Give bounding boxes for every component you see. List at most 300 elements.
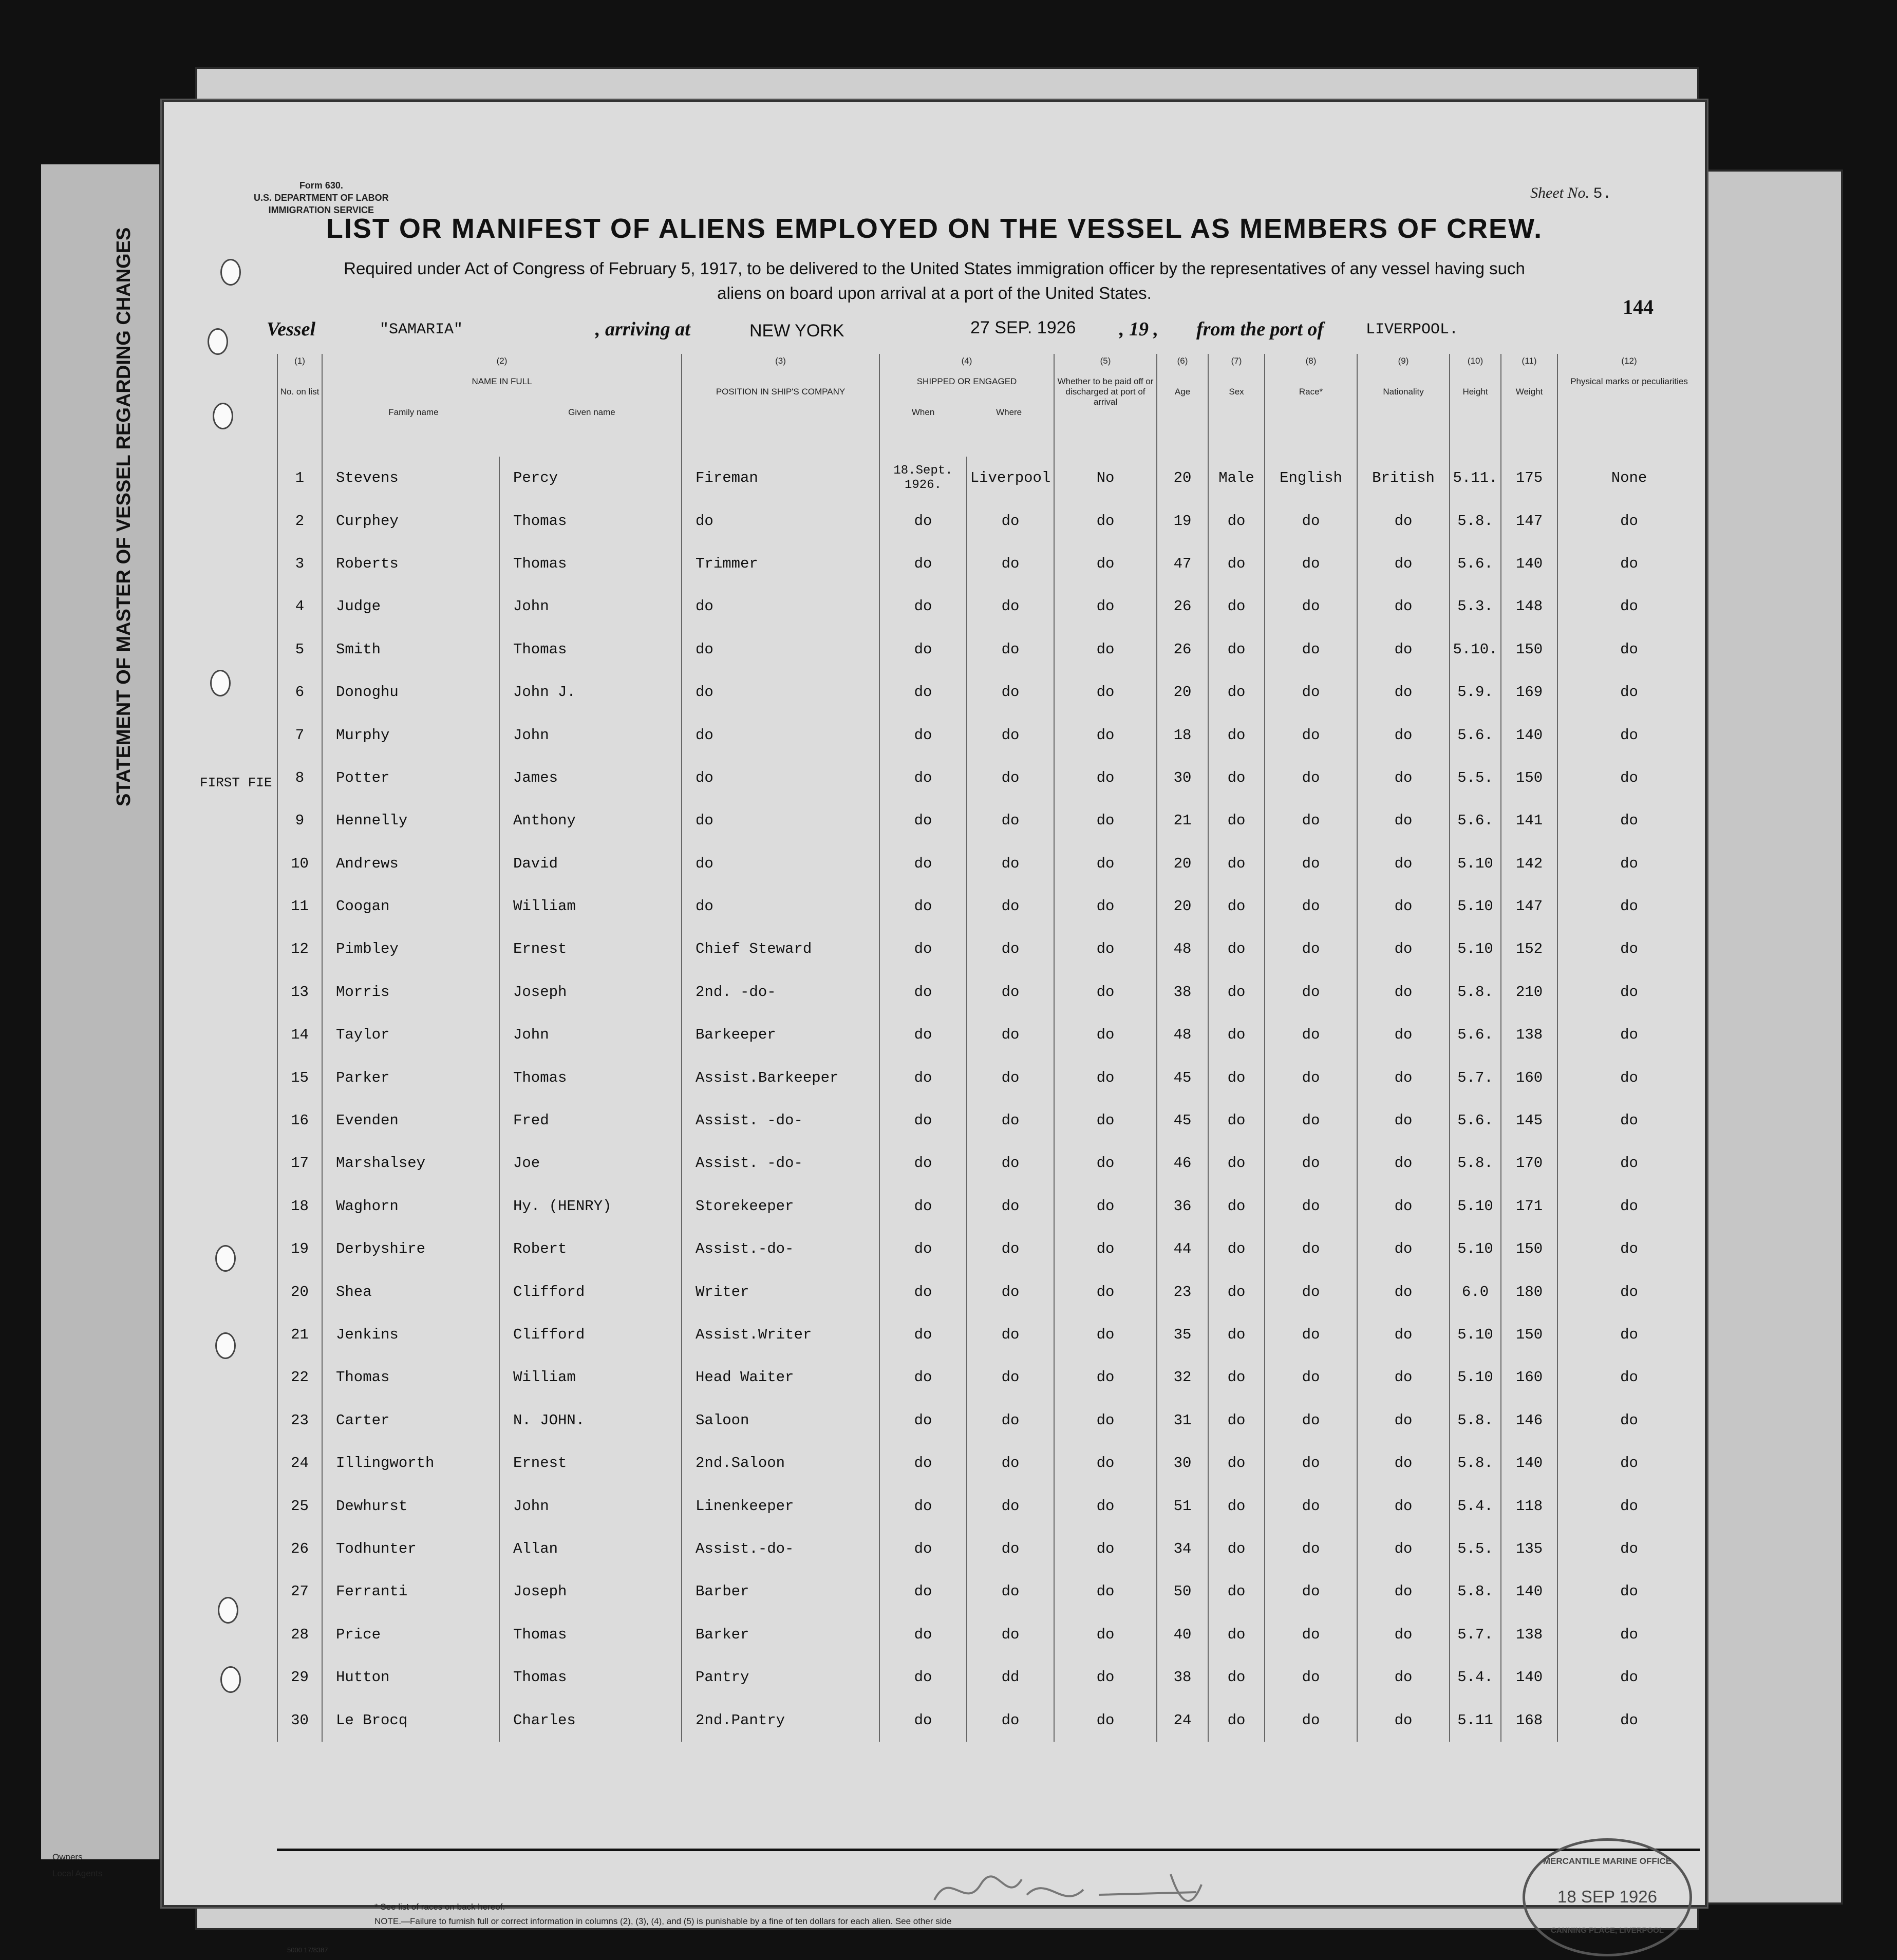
cell-paid: do xyxy=(1054,1442,1157,1484)
cell-given: Joe xyxy=(499,1142,682,1184)
cell-marks: do xyxy=(1557,1528,1700,1570)
cell-sex: do xyxy=(1208,1356,1265,1399)
cell-no: 9 xyxy=(277,799,322,842)
cell-nationality: do xyxy=(1357,1570,1450,1613)
cell-position: 2nd. -do- xyxy=(682,971,879,1013)
crew-row xyxy=(277,1528,1700,1570)
cell-no: 24 xyxy=(277,1442,322,1484)
cell-weight: 140 xyxy=(1501,1570,1557,1613)
cell-weight: 145 xyxy=(1501,1099,1557,1142)
service-name: IMMIGRATION SERVICE xyxy=(268,205,374,215)
cell-given: Fred xyxy=(499,1099,682,1142)
cell-sex: do xyxy=(1208,1699,1265,1741)
punch-hole xyxy=(215,1332,236,1359)
sheet-label: Sheet No. xyxy=(1530,184,1589,201)
cell-race: do xyxy=(1265,1056,1357,1099)
cell-marks: do xyxy=(1557,1699,1700,1741)
cell-given: Thomas xyxy=(499,1613,682,1656)
cell-height: 5.5. xyxy=(1450,757,1501,799)
cell-sex: do xyxy=(1208,1013,1265,1056)
cell-nationality: British xyxy=(1357,457,1450,499)
cell-age: 26 xyxy=(1157,585,1208,628)
cell-family: Andrews xyxy=(322,842,499,885)
cell-age: 44 xyxy=(1157,1228,1208,1270)
cell-when: do xyxy=(879,1570,967,1613)
cell-where: do xyxy=(967,628,1054,671)
cell-no: 2 xyxy=(277,499,322,542)
cell-race: do xyxy=(1265,757,1357,799)
cell-race: do xyxy=(1265,842,1357,885)
cell-paid: do xyxy=(1054,1313,1157,1356)
cell-given: Thomas xyxy=(499,1656,682,1699)
cell-where: do xyxy=(967,1528,1054,1570)
cell-marks: do xyxy=(1557,842,1700,885)
cell-where: do xyxy=(967,585,1054,628)
cell-marks: do xyxy=(1557,1228,1700,1270)
cell-nationality: do xyxy=(1357,628,1450,671)
cell-family: Stevens xyxy=(322,457,499,499)
cell-nationality: do xyxy=(1357,1185,1450,1228)
margin-note: FIRST FIE xyxy=(200,775,272,790)
cell-marks: do xyxy=(1557,1399,1700,1442)
cell-given: John J. xyxy=(499,671,682,713)
vessel-label: Vessel xyxy=(267,318,315,340)
crew-row xyxy=(277,1613,1700,1656)
cell-sex: do xyxy=(1208,628,1265,671)
cell-weight: 150 xyxy=(1501,1228,1557,1270)
cell-nationality: do xyxy=(1357,1528,1450,1570)
cell-given: Hy. (HENRY) xyxy=(499,1185,682,1228)
cell-marks: do xyxy=(1557,1442,1700,1484)
col-position-header: (3) POSITION IN SHIP'S COMPANY xyxy=(682,354,879,457)
cell-where: do xyxy=(967,1613,1054,1656)
cell-weight: 147 xyxy=(1501,885,1557,928)
cell-height: 5.6. xyxy=(1450,1099,1501,1142)
cell-nationality: do xyxy=(1357,1056,1450,1099)
cell-family: Shea xyxy=(322,1270,499,1313)
cell-marks: do xyxy=(1557,628,1700,671)
cell-age: 21 xyxy=(1157,799,1208,842)
cell-paid: do xyxy=(1054,1399,1157,1442)
cell-height: 5.10 xyxy=(1450,1356,1501,1399)
cell-race: do xyxy=(1265,628,1357,671)
cell-nationality: do xyxy=(1357,1142,1450,1184)
cell-position: Pantry xyxy=(682,1656,879,1699)
cell-marks: do xyxy=(1557,542,1700,585)
cell-weight: 160 xyxy=(1501,1356,1557,1399)
punch-hole xyxy=(218,1597,238,1624)
cell-race: do xyxy=(1265,1656,1357,1699)
cell-race: do xyxy=(1265,1613,1357,1656)
cell-paid: do xyxy=(1054,1056,1157,1099)
page-title: LIST OR MANIFEST OF ALIENS EMPLOYED ON THE VESSEL AS MEMBERS OF CREW. xyxy=(326,213,1543,244)
vessel-name: "SAMARIA" xyxy=(380,321,463,338)
cell-position: Chief Steward xyxy=(682,928,879,970)
cell-family: Marshalsey xyxy=(322,1142,499,1184)
cell-no: 17 xyxy=(277,1142,322,1184)
cell-where: do xyxy=(967,1699,1054,1741)
cell-sex: do xyxy=(1208,1099,1265,1142)
cell-height: 5.10 xyxy=(1450,885,1501,928)
cell-where: do xyxy=(967,1270,1054,1313)
crew-row xyxy=(277,1013,1700,1056)
cell-where: do xyxy=(967,1228,1054,1270)
cell-family: Evenden xyxy=(322,1099,499,1142)
cell-height: 5.10 xyxy=(1450,842,1501,885)
cell-height: 6.0 xyxy=(1450,1270,1501,1313)
cell-where: do xyxy=(967,1056,1054,1099)
cell-race: do xyxy=(1265,1399,1357,1442)
crew-row xyxy=(277,971,1700,1013)
cell-given: Percy xyxy=(499,457,682,499)
crew-row xyxy=(277,457,1700,499)
cell-paid: do xyxy=(1054,499,1157,542)
cell-where: do xyxy=(967,1442,1054,1484)
cell-when: do xyxy=(879,542,967,585)
cell-race: English xyxy=(1265,457,1357,499)
cell-when: do xyxy=(879,1699,967,1741)
cell-position: do xyxy=(682,585,879,628)
cell-height: 5.7. xyxy=(1450,1613,1501,1656)
cell-no: 8 xyxy=(277,757,322,799)
cell-nationality: do xyxy=(1357,842,1450,885)
cell-marks: do xyxy=(1557,671,1700,713)
cell-marks: do xyxy=(1557,1185,1700,1228)
cell-nationality: do xyxy=(1357,1313,1450,1356)
cell-sex: do xyxy=(1208,713,1265,756)
cell-no: 20 xyxy=(277,1270,322,1313)
cell-paid: do xyxy=(1054,1528,1157,1570)
cell-race: do xyxy=(1265,713,1357,756)
cell-given: Charles xyxy=(499,1699,682,1741)
print-number: 5000 17/8387 xyxy=(287,1946,328,1954)
cell-nationality: do xyxy=(1357,799,1450,842)
cell-family: Thomas xyxy=(322,1356,499,1399)
cell-race: do xyxy=(1265,971,1357,1013)
cell-where: do xyxy=(967,1099,1054,1142)
cell-family: Todhunter xyxy=(322,1528,499,1570)
cell-marks: do xyxy=(1557,1270,1700,1313)
cell-race: do xyxy=(1265,542,1357,585)
cell-age: 20 xyxy=(1157,457,1208,499)
cell-sex: do xyxy=(1208,971,1265,1013)
sheet-value: 5. xyxy=(1593,185,1612,203)
strip-vertical-title: STATEMENT OF MASTER OF VESSEL REGARDING CHANGES xyxy=(113,227,135,806)
crew-row xyxy=(277,1313,1700,1356)
crew-row xyxy=(277,671,1700,713)
cell-marks: do xyxy=(1557,885,1700,928)
cell-where: do xyxy=(967,757,1054,799)
cell-sex: do xyxy=(1208,842,1265,885)
cell-height: 5.6. xyxy=(1450,542,1501,585)
cell-family: Morris xyxy=(322,971,499,1013)
cell-nationality: do xyxy=(1357,585,1450,628)
cell-age: 51 xyxy=(1157,1484,1208,1527)
cell-given: William xyxy=(499,885,682,928)
cell-paid: do xyxy=(1054,757,1157,799)
cell-where: do xyxy=(967,1142,1054,1184)
arrival-date: 27 SEP. 1926 xyxy=(970,318,1076,337)
table-header-row xyxy=(277,354,1700,457)
cell-race: do xyxy=(1265,1570,1357,1613)
page-number: 144 xyxy=(1623,295,1654,318)
cell-no: 13 xyxy=(277,971,322,1013)
cell-when: do xyxy=(879,1528,967,1570)
cell-when: do xyxy=(879,1099,967,1142)
cell-paid: do xyxy=(1054,1356,1157,1399)
cell-when: do xyxy=(879,1356,967,1399)
cell-when: do xyxy=(879,928,967,970)
cell-weight: 138 xyxy=(1501,1013,1557,1056)
cell-age: 32 xyxy=(1157,1356,1208,1399)
cell-height: 5.10 xyxy=(1450,1228,1501,1270)
cell-no: 16 xyxy=(277,1099,322,1142)
cell-paid: do xyxy=(1054,542,1157,585)
cell-weight: 170 xyxy=(1501,1142,1557,1184)
cell-family: Potter xyxy=(322,757,499,799)
cell-height: 5.8. xyxy=(1450,1142,1501,1184)
cell-weight: 152 xyxy=(1501,928,1557,970)
cell-race: do xyxy=(1265,928,1357,970)
cell-age: 48 xyxy=(1157,928,1208,970)
col-weight-header: (11) Weight xyxy=(1501,354,1557,457)
crew-row xyxy=(277,499,1700,542)
cell-when: do xyxy=(879,671,967,713)
cell-no: 5 xyxy=(277,628,322,671)
cell-paid: do xyxy=(1054,1699,1157,1741)
cell-age: 40 xyxy=(1157,1613,1208,1656)
cell-position: Trimmer xyxy=(682,542,879,585)
cell-paid: do xyxy=(1054,1228,1157,1270)
cell-paid: do xyxy=(1054,1656,1157,1699)
cell-height: 5.8. xyxy=(1450,1570,1501,1613)
cell-nationality: do xyxy=(1357,713,1450,756)
cell-given: Joseph xyxy=(499,971,682,1013)
cell-where: Liverpool xyxy=(967,457,1054,499)
punch-hole xyxy=(210,670,231,696)
crew-row xyxy=(277,1228,1700,1270)
cell-weight: 118 xyxy=(1501,1484,1557,1527)
cell-age: 35 xyxy=(1157,1313,1208,1356)
cell-given: Robert xyxy=(499,1228,682,1270)
cell-where: dd xyxy=(967,1656,1054,1699)
cell-family: Illingworth xyxy=(322,1442,499,1484)
cell-weight: 169 xyxy=(1501,671,1557,713)
cell-sex: do xyxy=(1208,928,1265,970)
cell-family: Hennelly xyxy=(322,799,499,842)
cell-position: Writer xyxy=(682,1270,879,1313)
crew-row xyxy=(277,1570,1700,1613)
cell-nationality: do xyxy=(1357,1699,1450,1741)
cell-nationality: do xyxy=(1357,1613,1450,1656)
page-subtitle xyxy=(226,256,1643,306)
cell-sex: do xyxy=(1208,1570,1265,1613)
cell-position: do xyxy=(682,885,879,928)
cell-given: Ernest xyxy=(499,1442,682,1484)
cell-paid: do xyxy=(1054,1013,1157,1056)
crew-row xyxy=(277,1099,1700,1142)
cell-when: do xyxy=(879,1613,967,1656)
col-name-header: (2) NAME IN FULL Family name Given name xyxy=(322,354,682,457)
cell-height: 5.4. xyxy=(1450,1484,1501,1527)
cell-when: do xyxy=(879,1399,967,1442)
cell-paid: do xyxy=(1054,1185,1157,1228)
cell-position: Linenkeeper xyxy=(682,1484,879,1527)
cell-family: Derbyshire xyxy=(322,1228,499,1270)
cell-age: 30 xyxy=(1157,1442,1208,1484)
cell-where: do xyxy=(967,842,1054,885)
mercantile-office-stamp: MERCANTILE MARINE OFFICE 18 SEP 1926 CANNING PLACE, LIVERPOOL xyxy=(1523,1838,1692,1956)
cell-position: do xyxy=(682,671,879,713)
cell-where: do xyxy=(967,971,1054,1013)
cell-marks: do xyxy=(1557,1570,1700,1613)
cell-family: Coogan xyxy=(322,885,499,928)
cell-paid: do xyxy=(1054,1099,1157,1142)
cell-family: Dewhurst xyxy=(322,1484,499,1527)
cell-sex: do xyxy=(1208,671,1265,713)
cell-marks: do xyxy=(1557,1356,1700,1399)
punch-hole xyxy=(220,1666,241,1693)
cell-where: do xyxy=(967,542,1054,585)
cell-position: Barber xyxy=(682,1570,879,1613)
cell-weight: 160 xyxy=(1501,1056,1557,1099)
manifest-page xyxy=(162,100,1707,1954)
cell-when: do xyxy=(879,757,967,799)
cell-height: 5.11 xyxy=(1450,1699,1501,1741)
cell-age: 45 xyxy=(1157,1099,1208,1142)
cell-where: do xyxy=(967,1356,1054,1399)
cell-marks: do xyxy=(1557,1613,1700,1656)
cell-no: 30 xyxy=(277,1699,322,1741)
cell-given: Anthony xyxy=(499,799,682,842)
cell-race: do xyxy=(1265,1528,1357,1570)
cell-when: do xyxy=(879,713,967,756)
cell-position: do xyxy=(682,713,879,756)
cell-nationality: do xyxy=(1357,885,1450,928)
crew-row xyxy=(277,885,1700,928)
local-agents-label: Local Agents xyxy=(52,1869,103,1878)
cell-age: 46 xyxy=(1157,1142,1208,1184)
cell-position: Saloon xyxy=(682,1399,879,1442)
cell-height: 5.8. xyxy=(1450,1442,1501,1484)
cell-nationality: do xyxy=(1357,542,1450,585)
cell-weight: 150 xyxy=(1501,1313,1557,1356)
crew-manifest-table xyxy=(277,354,1700,1742)
cell-race: do xyxy=(1265,1442,1357,1484)
cell-paid: do xyxy=(1054,842,1157,885)
cell-when: 18.Sept. 1926. xyxy=(879,457,967,499)
cell-family: Carter xyxy=(322,1399,499,1442)
cell-weight: 140 xyxy=(1501,1442,1557,1484)
cell-race: do xyxy=(1265,1356,1357,1399)
cell-position: do xyxy=(682,799,879,842)
cell-family: Smith xyxy=(322,628,499,671)
cell-weight: 175 xyxy=(1501,457,1557,499)
arriving-label: , arriving at xyxy=(595,318,690,340)
cell-paid: do xyxy=(1054,799,1157,842)
cell-paid: do xyxy=(1054,971,1157,1013)
cell-position: 2nd.Pantry xyxy=(682,1699,879,1741)
crew-row xyxy=(277,1484,1700,1527)
cell-family: Price xyxy=(322,1613,499,1656)
cell-position: 2nd.Saloon xyxy=(682,1442,879,1484)
cell-given: Ernest xyxy=(499,928,682,970)
cell-height: 5.4. xyxy=(1450,1656,1501,1699)
cell-weight: 171 xyxy=(1501,1185,1557,1228)
cell-weight: 150 xyxy=(1501,628,1557,671)
col-height-header: (10) Height xyxy=(1450,354,1501,457)
cell-position: Assist.-do- xyxy=(682,1228,879,1270)
cell-marks: do xyxy=(1557,1056,1700,1099)
cell-when: do xyxy=(879,585,967,628)
cell-height: 5.6. xyxy=(1450,799,1501,842)
crew-row xyxy=(277,1699,1700,1741)
crew-row xyxy=(277,799,1700,842)
crew-row xyxy=(277,1185,1700,1228)
cell-when: do xyxy=(879,628,967,671)
cell-height: 5.6. xyxy=(1450,1013,1501,1056)
cell-family: Donoghu xyxy=(322,671,499,713)
cell-position: Fireman xyxy=(682,457,879,499)
cell-age: 45 xyxy=(1157,1056,1208,1099)
cell-given: Clifford xyxy=(499,1270,682,1313)
cell-where: do xyxy=(967,1185,1054,1228)
cell-position: Assist.-do- xyxy=(682,1528,879,1570)
cell-age: 18 xyxy=(1157,713,1208,756)
col-no-header: (1) No. on list xyxy=(277,354,322,457)
col-paid-header: (5) Whether to be paid off or discharged at port of arrival xyxy=(1054,354,1157,457)
cell-race: do xyxy=(1265,1099,1357,1142)
cell-no: 26 xyxy=(277,1528,322,1570)
cell-weight: 141 xyxy=(1501,799,1557,842)
cell-given: Thomas xyxy=(499,1056,682,1099)
cell-race: do xyxy=(1265,1313,1357,1356)
cell-when: do xyxy=(879,1142,967,1184)
cell-where: do xyxy=(967,499,1054,542)
cell-weight: 210 xyxy=(1501,971,1557,1013)
cell-race: do xyxy=(1265,671,1357,713)
cell-marks: do xyxy=(1557,757,1700,799)
cell-when: do xyxy=(879,499,967,542)
cell-family: Roberts xyxy=(322,542,499,585)
cell-age: 34 xyxy=(1157,1528,1208,1570)
cell-no: 18 xyxy=(277,1185,322,1228)
footer-note-races: * See list of races on back hereof. xyxy=(374,1902,505,1912)
cell-where: do xyxy=(967,713,1054,756)
cell-sex: do xyxy=(1208,1313,1265,1356)
left-statement-strip xyxy=(41,164,161,1859)
cell-weight: 147 xyxy=(1501,499,1557,542)
cell-family: Judge xyxy=(322,585,499,628)
cell-nationality: do xyxy=(1357,671,1450,713)
cell-weight: 168 xyxy=(1501,1699,1557,1741)
cell-age: 36 xyxy=(1157,1185,1208,1228)
cell-height: 5.10. xyxy=(1450,628,1501,671)
cell-where: do xyxy=(967,1399,1054,1442)
cell-given: Thomas xyxy=(499,628,682,671)
cell-paid: do xyxy=(1054,1570,1157,1613)
cell-position: Barker xyxy=(682,1613,879,1656)
cell-sex: do xyxy=(1208,1442,1265,1484)
cell-age: 20 xyxy=(1157,671,1208,713)
cell-family: Murphy xyxy=(322,713,499,756)
cell-position: do xyxy=(682,628,879,671)
cell-no: 15 xyxy=(277,1056,322,1099)
cell-given: James xyxy=(499,757,682,799)
cell-when: do xyxy=(879,1270,967,1313)
col-nationality-header: (9) Nationality xyxy=(1357,354,1450,457)
cell-nationality: do xyxy=(1357,1099,1450,1142)
